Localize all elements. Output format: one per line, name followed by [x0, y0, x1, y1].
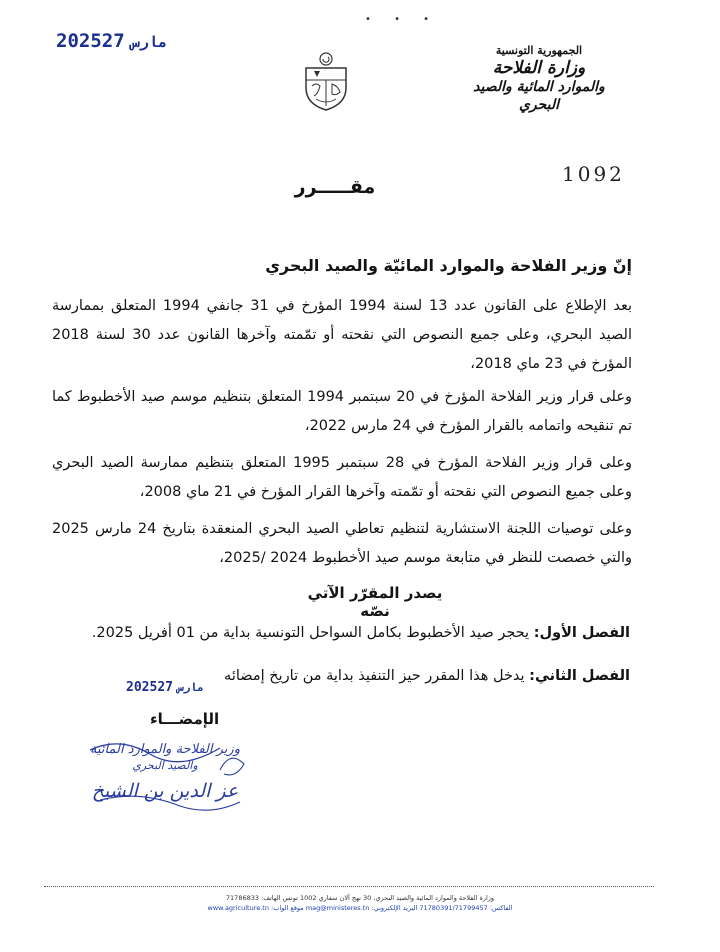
sign-day: 27 [157, 680, 173, 695]
sign-year: 2025 [126, 680, 158, 695]
signature-date-stamp [126, 680, 207, 695]
handwritten-signature [70, 730, 270, 840]
stamp-day: 27 [101, 30, 125, 52]
minister-heading: إنّ وزير الفلاحة والموارد المائيّة والصيد البحري [265, 256, 632, 275]
ministry-subname: والموارد المائية والصيد البحري [473, 79, 605, 113]
article-1-text: يحجر صيد الأخطبوط بكامل السواحل التونسية بداية من 01 أفريل 2025. [91, 625, 534, 641]
article-2-text: يدخل هذا المقرر حيز التنفيذ بداية من تاريخ إمضائه [224, 668, 530, 684]
footer-divider [44, 886, 654, 887]
received-date-stamp [56, 30, 173, 52]
signature-label: الإمضـــاء [150, 710, 220, 728]
sign-month: مارس [176, 681, 204, 694]
top-dots: • • • [365, 14, 440, 25]
preamble-paragraph-3: وعلى قرار وزير الفلاحة المؤرخ في 28 سبتمبر 1995 المتعلق بتنظيم ممارسة الصيد البحري وعلى جميع النصوص التي نقحته أو تمّمته وآخرها القرار المؤرخ في 21 ماي 2008، [52, 455, 632, 500]
ministry-name: وزارة الفلاحة [492, 57, 586, 78]
preamble-paragraph-2: وعلى قرار وزير الفلاحة المؤرخ في 20 سبتمبر 1994 المتعلق بتنظيم موسم صيد الأخطبوط كما تم تنقيحه واتمامه بالقرار المؤرخ في 24 مارس 2022، [52, 389, 632, 434]
article-2-label: الفصل الثاني: [529, 668, 630, 684]
signatory-role-line-2: والصيد البحري [132, 759, 198, 772]
coat-of-arms-icon [300, 50, 352, 112]
republic-label: الجمهورية التونسية [495, 44, 583, 57]
reference-number: 1092 [562, 162, 625, 186]
footer [150, 893, 570, 913]
article-1-label: الفصل الأول: [533, 625, 630, 641]
article-1 [50, 625, 630, 641]
stamp-year: 2025 [56, 30, 102, 52]
footer-contact: الفاكس: 71780391/71799457 البريد الإلكتروني: mag@ministeres.tn موقع الواب: www.agriculture.tn [207, 904, 513, 912]
document-title: مقـــــرر [294, 176, 376, 198]
footer-address: وزارة الفلاحة والموارد المائية والصيد البحري، 30 نهج آلان سفاري 1002 تونس الهاتف: 71786833 [225, 894, 495, 902]
preamble-paragraph-4: وعلى توصيات اللجنة الاستشارية لتنظيم تعاطي الصيد البحري المنعقدة بتاريخ 24 مارس 2025 والتي خصصت للنظر في متابعة موسم صيد الأخطبوط 2024 /2025، [52, 521, 632, 566]
stamp-month: مارس [130, 33, 167, 51]
signatory-role-line-1: وزير الفلاحة والموارد المائية [90, 742, 240, 757]
issue-heading: يصدر المقرّر الآتي نصّه [307, 584, 443, 620]
preamble-paragraph-1: بعد الإطلاع على القانون عدد 13 لسنة 1994 المؤرخ في 31 جانفي 1994 المتعلق بممارسة الصيد البحري، وعلى جميع النصوص التي نقحته أو تمّمته وآخرها القانون عدد 30 لسنة 2018 المؤرخ في 23 ماي 2018، [52, 298, 632, 372]
signatory-name: عز الدين بن الشيخ [91, 780, 239, 802]
ministry-header [454, 44, 624, 114]
